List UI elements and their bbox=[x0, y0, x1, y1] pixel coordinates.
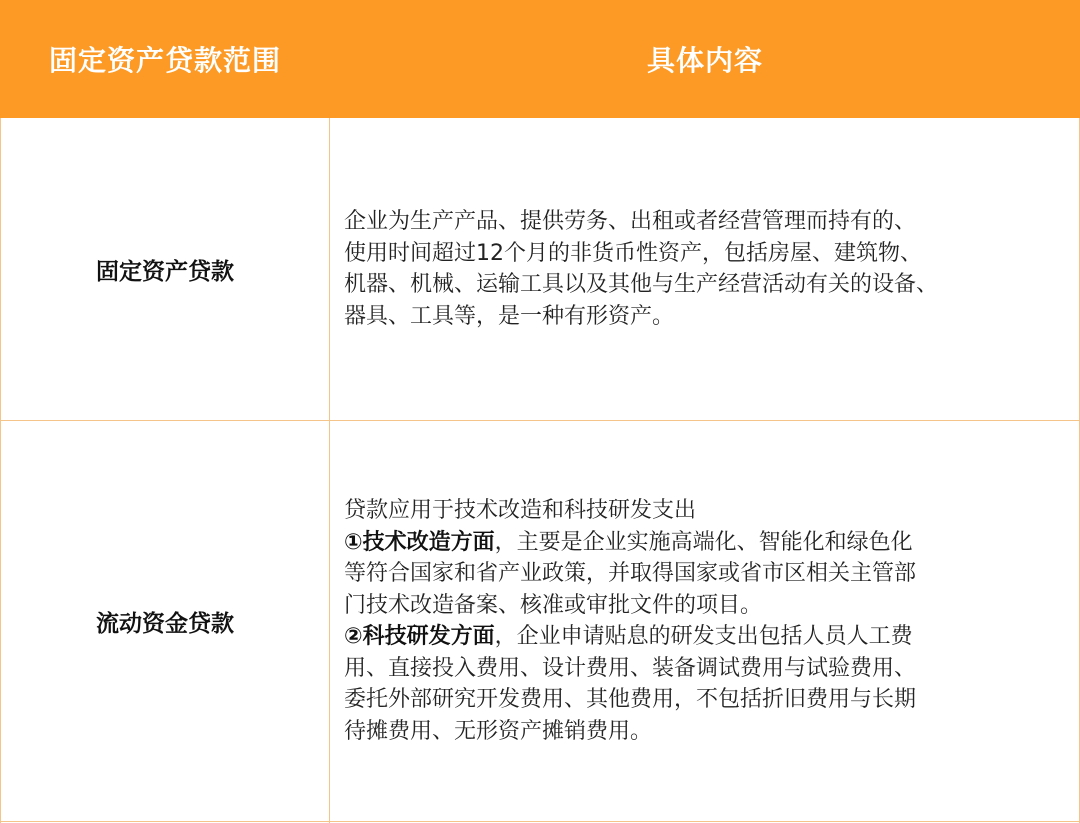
content-item-2 bbox=[344, 621, 1066, 653]
item-1-text: ，主要是企业实施高端化、智能化和绿色化 bbox=[494, 529, 913, 555]
table-row bbox=[0, 420, 1080, 822]
content-line: 用、直接投入费用、设计费用、装备调试费用与试验费用、 bbox=[344, 655, 917, 681]
item-1-heading: ①技术改造方面 bbox=[344, 529, 495, 555]
row-divider bbox=[0, 821, 1080, 822]
header-scope: 固定资产贷款范围 bbox=[48, 44, 281, 77]
content-line: 待摊费用、无形资产摊销费用。 bbox=[344, 718, 653, 744]
row-label-working-capital-loan: 流动资金贷款 bbox=[96, 610, 234, 637]
row-label-fixed-asset-loan: 固定资产贷款 bbox=[96, 258, 234, 285]
column-divider bbox=[0, 118, 1, 823]
content-line: 委托外部研究开发费用、其他费用，不包括折旧费用与长期 bbox=[344, 687, 917, 712]
content-item-1 bbox=[344, 527, 1066, 559]
content-line: 等符合国家和省产业政策，并取得国家或省市区相关主管部 bbox=[344, 561, 917, 586]
item-2-text: ，企业申请贴息的研发支出包括人员人工费 bbox=[494, 624, 913, 649]
content-line: 企业为生产产品、提供劳务、出租或者经营管理而持有的、 bbox=[344, 209, 917, 234]
table-row bbox=[0, 118, 1080, 420]
row-divider bbox=[0, 420, 1080, 421]
content-line: 门技术改造备案、核准或审批文件的项目。 bbox=[344, 592, 763, 618]
content-line: 使用时间超过12个月的非货币性资产，包括房屋、建筑物、 bbox=[344, 240, 922, 266]
table-header bbox=[0, 0, 1080, 118]
column-divider bbox=[329, 118, 330, 823]
row-content-fixed-asset-loan bbox=[330, 118, 1080, 420]
item-2-heading: ②科技研发方面 bbox=[344, 624, 495, 649]
content-block bbox=[344, 206, 1066, 332]
content-line: 机器、机械、运输工具以及其他与生产经营活动有关的设备、 bbox=[344, 272, 939, 297]
header-content: 具体内容 bbox=[646, 44, 763, 77]
row-content-working-capital-loan bbox=[330, 420, 1080, 822]
content-intro: 贷款应用于技术改造和科技研发支出 bbox=[344, 498, 697, 523]
content-line: 器具、工具等，是一种有形资产。 bbox=[344, 303, 675, 329]
content-block bbox=[344, 495, 1066, 747]
